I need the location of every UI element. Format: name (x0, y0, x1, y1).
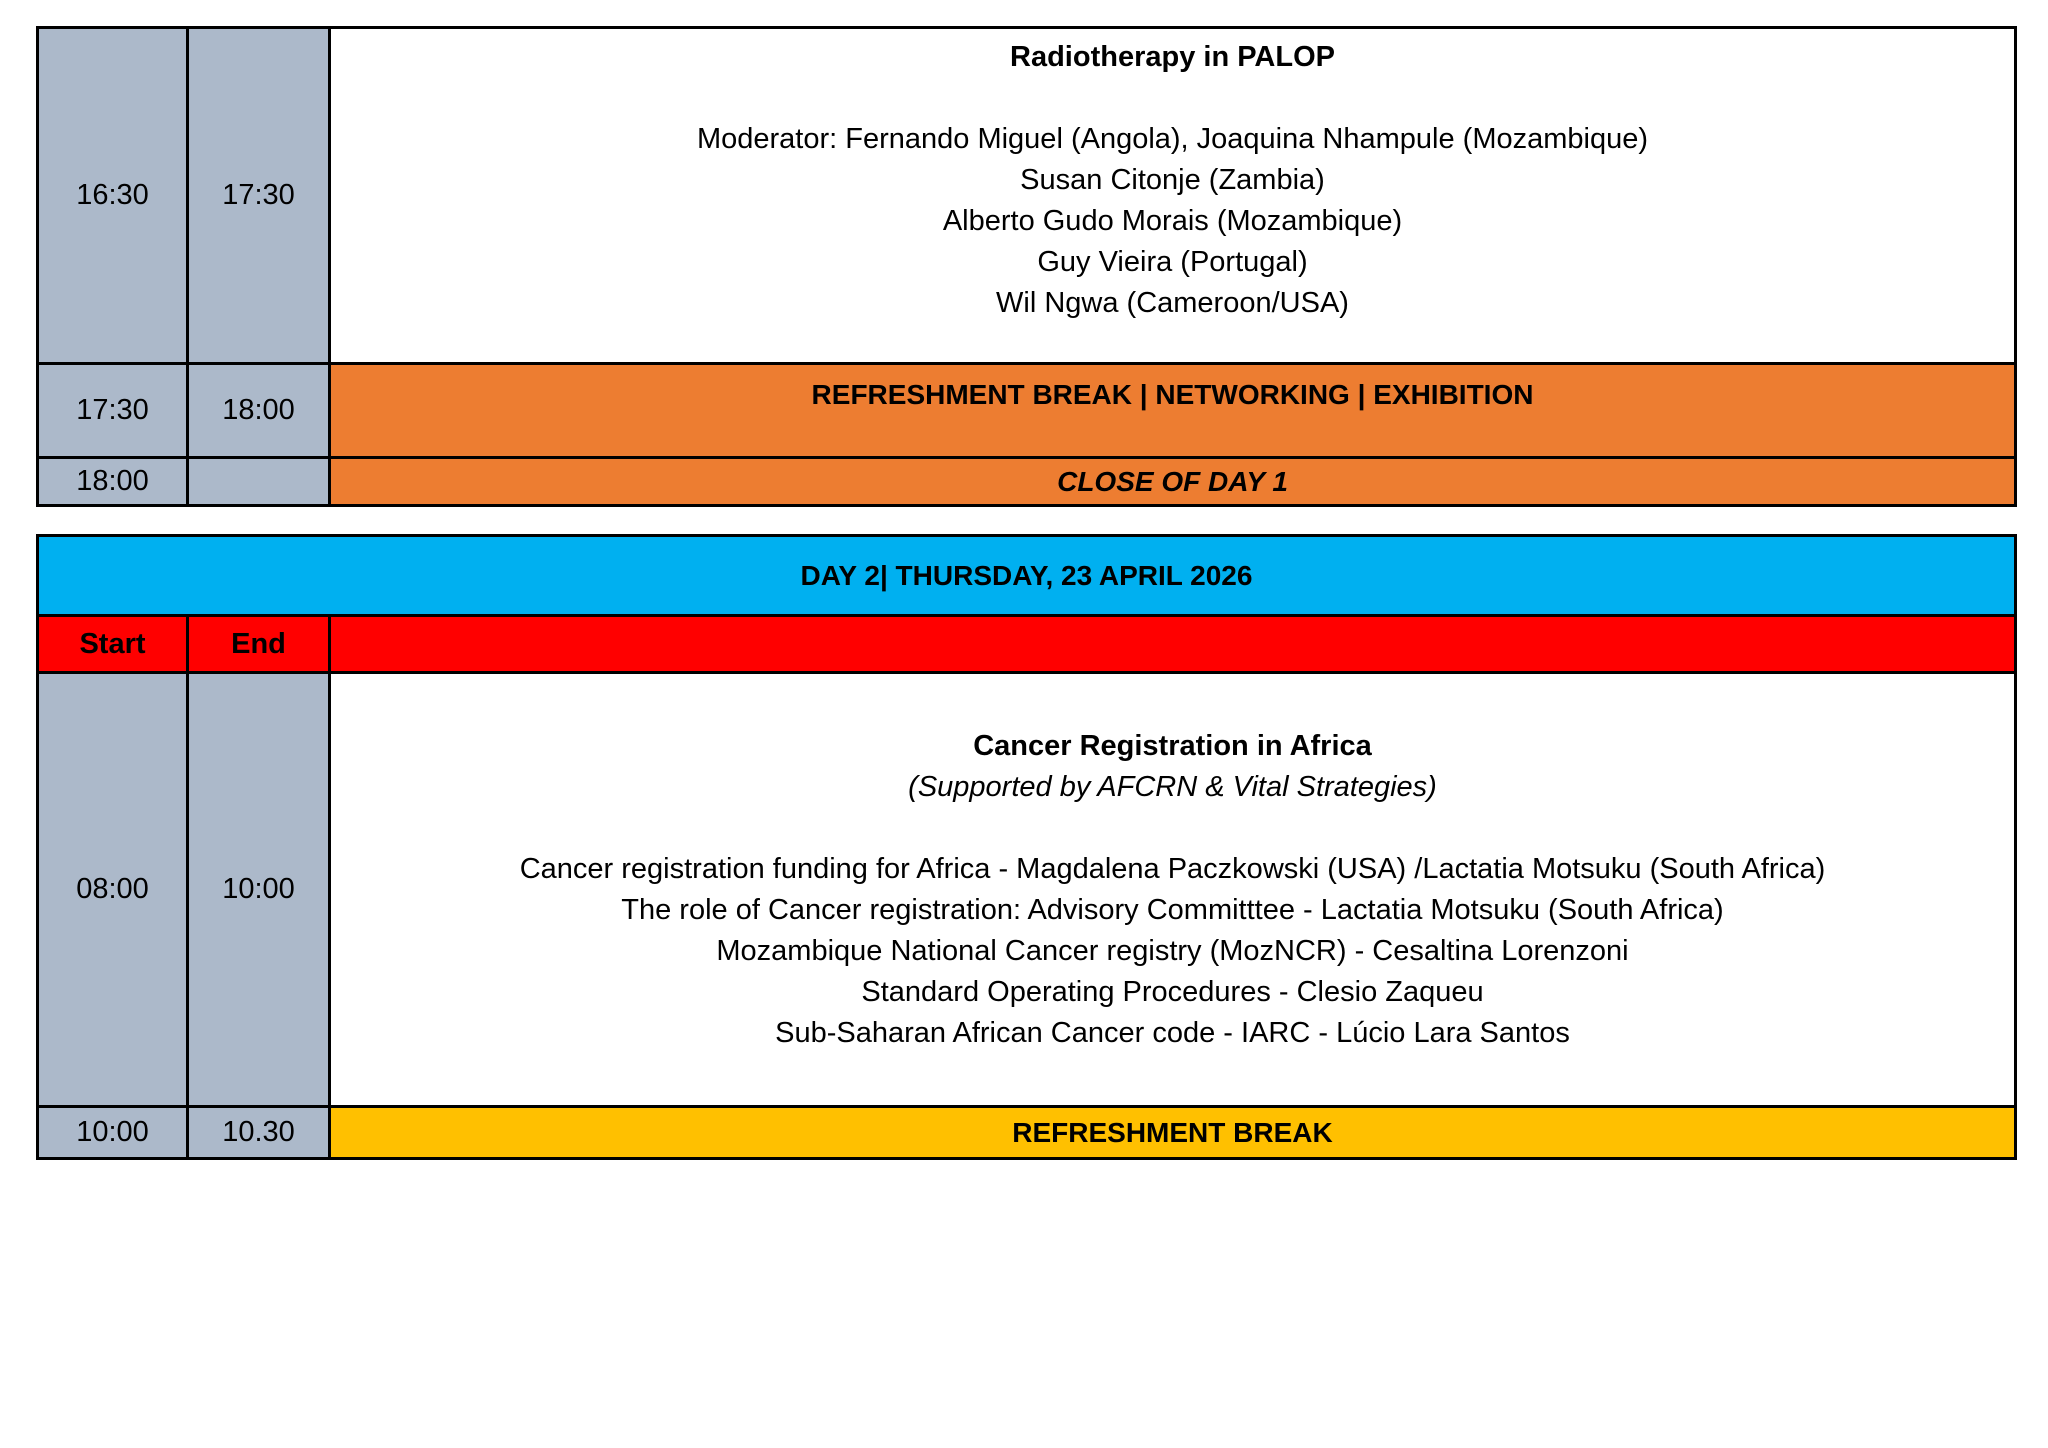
day-header: DAY 2| THURSDAY, 23 APRIL 2026 (38, 536, 2016, 616)
close-end-time (188, 458, 330, 506)
table-row (38, 458, 2016, 506)
break-end-time: 18:00 (188, 364, 330, 458)
session-details (330, 28, 2016, 364)
session-end-time: 10:00 (188, 673, 330, 1107)
column-header-session (330, 616, 2016, 673)
speaker-line: Susan Citonje (Zambia) (1020, 164, 1325, 196)
session-end-time: 17:30 (188, 28, 330, 364)
table-row (38, 364, 2016, 458)
refreshment-break-banner: REFRESHMENT BREAK (330, 1107, 2016, 1159)
day2-table (36, 534, 2017, 1160)
day1-table (36, 26, 2017, 507)
speaker-line: The role of Cancer registration: Advisory Committtee - Lactatia Motsuku (South Africa) (621, 893, 1724, 926)
speaker-line: Moderator: Fernando Miguel (Angola), Joaquina Nhampule (Mozambique) (696, 123, 1649, 155)
table-row (38, 673, 2016, 1107)
break-end-time: 10.30 (188, 1107, 330, 1159)
break-start-time: 17:30 (38, 364, 188, 458)
close-of-day-banner: CLOSE OF DAY 1 (330, 458, 2016, 506)
session-subtitle: (Supported by AFCRN & Vital Strategies) (908, 770, 1437, 803)
speaker-line: Guy Vieira (Portugal) (1037, 246, 1308, 278)
speaker-line: Sub-Saharan African Cancer code - IARC - Lúcio Lara Santos (775, 1016, 1570, 1049)
speaker-line: Alberto Gudo Morais (Mozambique) (942, 205, 1403, 237)
table-row (38, 28, 2016, 364)
session-start-time: 16:30 (38, 28, 188, 364)
session-start-time: 08:00 (38, 673, 188, 1107)
column-header-row (38, 616, 2016, 673)
column-header-start: Start (38, 616, 188, 673)
close-start-time: 18:00 (38, 458, 188, 506)
session-details (330, 673, 2016, 1107)
column-header-end: End (188, 616, 330, 673)
refreshment-break-banner: REFRESHMENT BREAK | NETWORKING | EXHIBITION (330, 364, 2016, 458)
speaker-line: Cancer registration funding for Africa - Magdalena Paczkowski (USA) /Lactatia Motsuku (South Africa) (519, 852, 1826, 885)
break-start-time: 10:00 (38, 1107, 188, 1159)
speaker-line: Mozambique National Cancer registry (MozNCR) - Cesaltina Lorenzoni (716, 934, 1629, 967)
speaker-line: Wil Ngwa (Cameroon/USA) (996, 287, 1349, 319)
table-row (38, 1107, 2016, 1159)
session-title: Radiotherapy in PALOP (1010, 41, 1335, 73)
day-header-row (38, 536, 2016, 616)
speaker-line: Standard Operating Procedures - Clesio Zaqueu (861, 975, 1484, 1008)
session-title: Cancer Registration in Africa (973, 729, 1372, 762)
